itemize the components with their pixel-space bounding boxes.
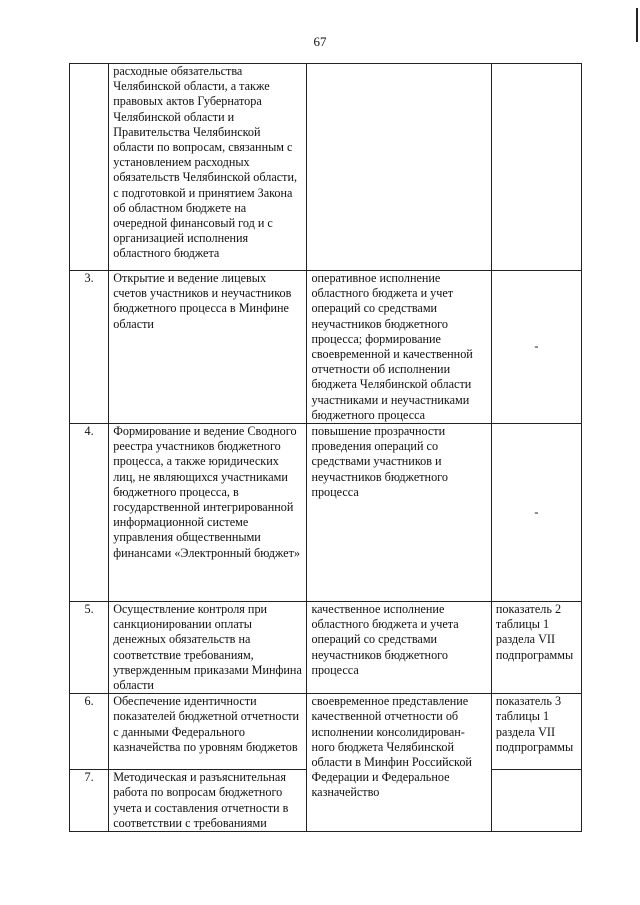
table-row [70,424,582,602]
indicator-cell: - [491,271,581,424]
table-row [70,602,582,694]
indicator-cell: - [491,424,581,602]
activity-cell: Методическая и разъяснительная работа по вопросам бюджетного учета и составления отчетности в соответствии с требованиями [109,770,307,832]
row-number [70,64,109,271]
activity-cell: расходные обязательства Челябинской области, а также правовых актов Губернатора Челябинской области и Правительства Челябинской области по вопросам, связанным с установлением расходных обязательств Челябинской области, с подготовкой и принятием Закона об областном бюджете на очередной финансовый год и с организацией исполнения областного бюджета [109,64,307,271]
table-row [70,64,582,271]
row-number: 5. [70,602,109,694]
result-cell: повышение прозрачности проведения операций со средствами участников и неучастников бюджетного процесса [307,424,491,602]
activity-cell: Обеспечение идентичности показателей бюджетной отчетности с данными Федерального казначейства по уровням бюджетов [109,694,307,770]
activity-cell: Открытие и ведение лицевых счетов участников и неучастников бюджетного процесса в Минфине области [109,271,307,424]
result-cell: качественное исполнение областного бюджета и учета операций со средствами неучастников бюджетного процесса [307,602,491,694]
row-number: 6. [70,694,109,770]
row-number: 3. [70,271,109,424]
measures-table [69,63,582,832]
result-cell [307,64,491,271]
table-row [70,694,582,770]
scan-edge-mark [636,8,638,42]
indicator-cell [491,64,581,271]
page-number: 67 [313,34,327,49]
row-number: 4. [70,424,109,602]
indicator-cell [491,770,581,832]
indicator-cell: показатель 3 таблицы 1 раздела VII подпрограммы [491,694,581,770]
result-cell: своевременное представление качественной отчетности об исполнении консолидирован-ного бюджета Челябинской области в Минфин Российской Федерации и Федеральное казначейство [307,694,491,832]
activity-cell: Осуществление контроля при санкционировании оплаты денежных обязательств на соответствие требованиям, утвержденным приказами Минфина области [109,602,307,694]
activity-cell: Формирование и ведение Сводного реестра участников бюджетного процесса, а также юридических лиц, не являющихся участниками бюджетного процесса, в государственной интегрированной информационной системе управления общественными финансами «Электронный бюджет» [109,424,307,602]
table-row [70,271,582,424]
indicator-cell: показатель 2 таблицы 1 раздела VII подпрограммы [491,602,581,694]
result-cell: оперативное исполнение областного бюджета и учет операций со средствами неучастников бюджетного процесса; формирование своевременной и качественной отчетности об исполнении бюджета Челябинской области участниками и неучастниками бюджетного процесса [307,271,491,424]
row-number: 7. [70,770,109,832]
